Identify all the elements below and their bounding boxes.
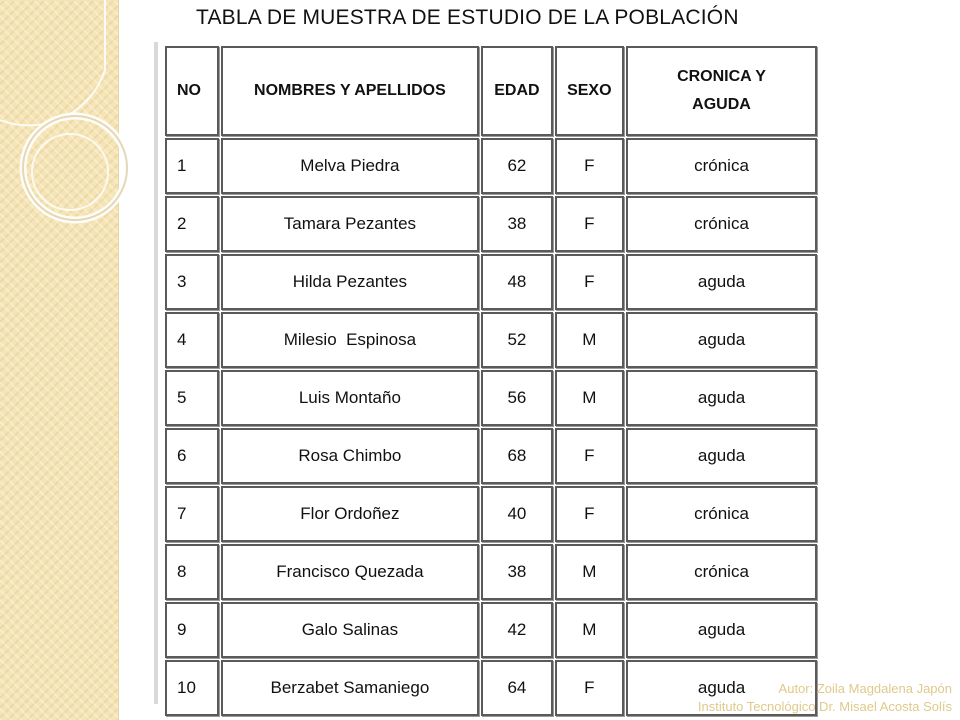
header-edad: EDAD: [481, 46, 552, 136]
header-no: NO: [165, 46, 219, 136]
cell-edad: 62: [481, 138, 552, 194]
table-row: [165, 428, 817, 484]
cell-edad: 64: [481, 660, 552, 716]
table-frame: [158, 42, 819, 704]
cell-tipo: aguda: [626, 254, 817, 310]
cell-tipo: crónica: [626, 544, 817, 600]
header-tipo: [626, 46, 817, 136]
cell-sexo: F: [555, 660, 624, 716]
cell-sexo: M: [555, 312, 624, 368]
decorative-rings-icon: [0, 0, 140, 260]
cell-name: Milesio Espinosa: [221, 312, 480, 368]
cell-name: Flor Ordoñez: [221, 486, 480, 542]
cell-sexo: M: [555, 370, 624, 426]
cell-tipo: aguda: [626, 428, 817, 484]
cell-edad: 52: [481, 312, 552, 368]
cell-name: Hilda Pezantes: [221, 254, 480, 310]
cell-sexo: F: [555, 196, 624, 252]
cell-no: 4: [165, 312, 219, 368]
cell-tipo: aguda: [626, 660, 817, 716]
cell-tipo: crónica: [626, 486, 817, 542]
cell-name: Berzabet Samaniego: [221, 660, 480, 716]
table-row: [165, 254, 817, 310]
table-row: [165, 602, 817, 658]
cell-edad: 42: [481, 602, 552, 658]
cell-name: Galo Salinas: [221, 602, 480, 658]
cell-tipo: aguda: [626, 312, 817, 368]
cell-edad: 56: [481, 370, 552, 426]
cell-no: 7: [165, 486, 219, 542]
cell-sexo: M: [555, 544, 624, 600]
header-name: NOMBRES Y APELLIDOS: [221, 46, 480, 136]
table-header-row: [165, 46, 817, 136]
cell-no: 3: [165, 254, 219, 310]
table-row: [165, 138, 817, 194]
cell-name: Rosa Chimbo: [221, 428, 480, 484]
slide-footer: [698, 680, 952, 716]
footer-institute: Instituto Tecnológico Dr. Misael Acosta Solís: [697, 699, 952, 714]
cell-name: Melva Piedra: [221, 138, 480, 194]
table-row: [165, 544, 817, 600]
cell-no: 10: [165, 660, 219, 716]
cell-edad: 40: [481, 486, 552, 542]
table-row: [165, 370, 817, 426]
cell-no: 2: [165, 196, 219, 252]
cell-edad: 68: [481, 428, 552, 484]
cell-tipo: aguda: [626, 370, 817, 426]
header-tipo-line2: AGUDA: [692, 96, 751, 113]
footer-author: Autor: Zoila Magdalena Japón: [778, 681, 952, 696]
cell-tipo: aguda: [626, 602, 817, 658]
cell-tipo: crónica: [626, 138, 817, 194]
cell-sexo: F: [555, 428, 624, 484]
population-table: [163, 44, 819, 718]
table-row: [165, 312, 817, 368]
cell-name: Francisco Quezada: [221, 544, 480, 600]
cell-name: Luis Montaño: [221, 370, 480, 426]
cell-sexo: M: [555, 602, 624, 658]
cell-sexo: F: [555, 486, 624, 542]
cell-no: 1: [165, 138, 219, 194]
header-tipo-line1: CRONICA Y: [677, 68, 766, 85]
cell-no: 5: [165, 370, 219, 426]
cell-name: Tamara Pezantes: [221, 196, 480, 252]
slide-title: TABLA DE MUESTRA DE ESTUDIO DE LA POBLACIÓN: [196, 6, 739, 29]
cell-no: 6: [165, 428, 219, 484]
header-sexo: SEXO: [555, 46, 624, 136]
cell-tipo: crónica: [626, 196, 817, 252]
cell-no: 9: [165, 602, 219, 658]
cell-sexo: F: [555, 138, 624, 194]
cell-edad: 38: [481, 196, 552, 252]
table-row: [165, 486, 817, 542]
cell-sexo: F: [555, 254, 624, 310]
cell-edad: 48: [481, 254, 552, 310]
cell-edad: 38: [481, 544, 552, 600]
cell-no: 8: [165, 544, 219, 600]
table-row: [165, 196, 817, 252]
